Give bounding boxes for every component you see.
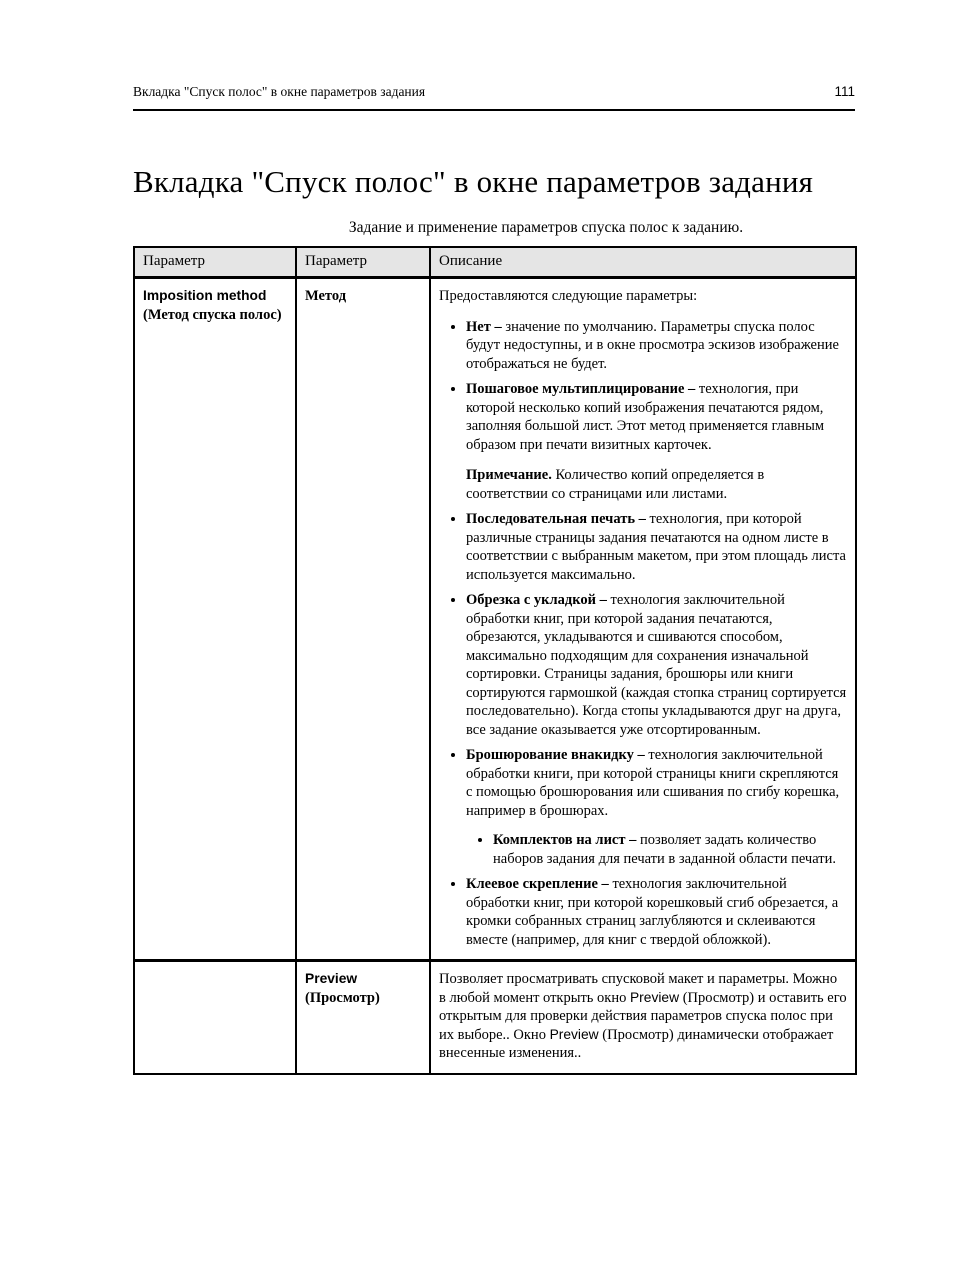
- option-text: технология, при которой несколько копий изображения печатаются рядом, заполняя большой лист. Этот метод применяется главным образом при печати визитных карточек.: [466, 381, 824, 453]
- option-term: Пошаговое мультиплицирование –: [466, 381, 696, 397]
- list-item-cut-and-stack: [466, 591, 847, 739]
- column-header-description: Описание: [430, 247, 856, 278]
- table-row-preview: [134, 961, 856, 1074]
- column-header-parameter-1: Параметр: [134, 247, 296, 278]
- list-item-step-and-repeat: [466, 380, 847, 503]
- sub-options-list: [466, 831, 847, 868]
- cell-parameter-name-empty: [134, 961, 296, 1074]
- description-segment: Позволяет просматривать спусковой макет и параметры. Можно в любой момент открыть окно: [439, 971, 838, 1006]
- options-list: [439, 318, 847, 950]
- option-term: Нет –: [466, 318, 502, 335]
- running-header-title: Вкладка "Спуск полос" в окне параметров задания: [133, 84, 426, 99]
- note-text: Количество копий определяется в соответствии со страницами или листами.: [466, 467, 765, 502]
- page-number: 111: [834, 84, 855, 99]
- option-term: Клеевое скрепление –: [466, 876, 609, 892]
- option-term: Комплектов на лист –: [493, 832, 637, 848]
- option-text: позволяет задать количество наборов задания для печати в заданной области печати.: [493, 832, 837, 867]
- table-row-imposition-method: [134, 278, 856, 961]
- table-header-row: [134, 247, 856, 278]
- option-term: Брошюрование внакидку –: [466, 747, 645, 763]
- description-segment: (Просмотр) динамически отображает внесенные изменения..: [439, 1026, 834, 1061]
- description-paragraph: [439, 970, 847, 1063]
- option-term: Последовательная печать –: [466, 511, 646, 527]
- option-text: технология заключительной обработки книг, при которой задания печатаются, обрезаются, укладываются и сшиваются способом, максимально подходящим для сохранения изначальной сортировки. Страницы задания, брошюры или книги сортируются гармошкой (каждая стопка страниц сортируется последовательно). Когда стопы укладываются друг на друга, все задание оказывается уже отсортированным.: [466, 592, 847, 738]
- cell-description: [430, 278, 856, 961]
- description-intro: Предоставляются следующие параметры:: [439, 288, 698, 304]
- cell-description: [430, 961, 856, 1074]
- option-text: технология заключительной обработки книг, при которой корешковый сгиб обрезается, а кромки собранных страниц заглубляются и склеиваются вместе (например, для книг с твердой обложкой).: [466, 876, 839, 948]
- list-item-perfect-binding: [466, 875, 847, 949]
- cell-parameter-label: [296, 278, 430, 961]
- parameter-name-russian: (Метод спуска полос): [143, 306, 282, 323]
- option-text: технология заключительной обработки книги, при которой страницы книги скрепляются с помощью брошюрования или сшивания по сгибу корешка, например в брошюрах.: [466, 747, 840, 819]
- option-term: Обрезка с укладкой –: [466, 592, 607, 608]
- description-segment: (Просмотр) и оставить его открытым для проверки действия параметров спуска полос при их выборе.. Окно: [439, 989, 847, 1043]
- parameter-name-english: Imposition method: [143, 288, 267, 303]
- cell-parameter-label: [296, 961, 430, 1074]
- note-paragraph: [466, 466, 847, 503]
- list-item-gang-up: [466, 510, 847, 584]
- parameter-label-russian: (Просмотр): [305, 989, 380, 1006]
- description-segment-preview: Preview: [549, 1026, 599, 1042]
- note-label: Примечание.: [466, 467, 552, 483]
- table-caption: Задание и применение параметров спуска полос к заданию.: [348, 219, 744, 236]
- parameters-table: [133, 246, 857, 1075]
- option-text: технология, при которой различные страницы задания печатаются на одном листе в соответствии с выбранным макетом, при этом площадь листа используется максимально.: [466, 511, 846, 583]
- parameter-label-english: Preview: [305, 971, 358, 986]
- option-text: значение по умолчанию. Параметры спуска полос будут недоступны, и в окне просмотра эскизов изображение отображаться не будет.: [466, 318, 839, 372]
- running-header: [133, 84, 855, 111]
- list-item-net: [466, 318, 847, 374]
- parameter-label: Метод: [305, 288, 347, 304]
- column-header-parameter-2: Параметр: [296, 247, 430, 278]
- list-item-saddle-stitch: [466, 746, 847, 868]
- description-segment-preview: Preview: [629, 989, 680, 1005]
- list-item-sets-per-sheet: [493, 831, 847, 868]
- page-title: Вкладка "Спуск полос" в окне параметров задания: [133, 164, 814, 199]
- cell-parameter-name: [134, 278, 296, 961]
